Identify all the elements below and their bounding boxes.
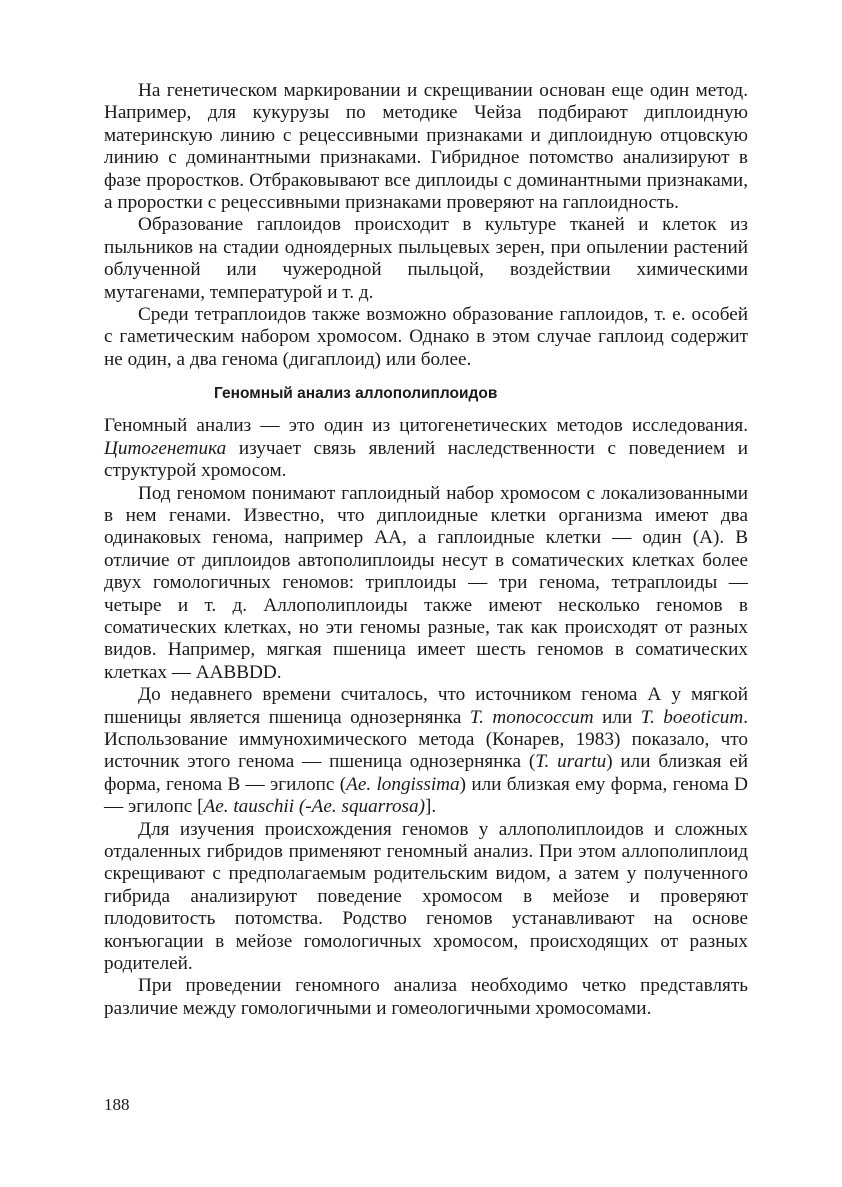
page-number: 188 (104, 1095, 130, 1114)
paragraph-genome-definition: Под геномом понимают гаплоидный набор хромосом с локализованными в нем генами. Известно, что диплоидные клетки организма имеют два одинаковых генома, например АА, а гаплоидные клетки — один (А). В отличие от диплоидов автополиплоиды несут в соматических клетках более двух гомологичных геномов: триплоиды — три генома, тетраплоиды — четыре и т. д. Аллополиплоиды также имеют несколько геномов в соматических клетках, но эти геномы разные, так как происходят от разных видов. Например, мягкая пшеница имеет шесть геномов в соматических клетках — AABBDD. (104, 482, 748, 683)
paragraph-genomic-analysis-definition (104, 415, 748, 482)
section-heading: Геномный анализ аллополиплоидов (214, 385, 498, 403)
paragraph-chase-method: На генетическом маркировании и скрещивании основан еще один метод. Например, для кукурузы по методике Чейза подбирают диплоидную материнскую линию с рецессивными признаками и диплоидную отцовскую линию с доминантными признаками. Гибридное потомство анализируют в фазе проростков. Отбраковывают все диплоиды с доминантными признаками, а проростки с рецессивными признаками проверяют на гаплоидность. (104, 80, 748, 214)
text-run: ]. (425, 796, 437, 818)
species-name: T. boeoticum (640, 706, 744, 728)
species-name: T. monococcum (469, 706, 594, 728)
text-run: . Использование иммунохимического метода (Конарев, 1983) показало, что источник этого генома — пшеница однозернянка ( (104, 706, 748, 773)
spacer (104, 403, 748, 415)
text-run: До недавнего времени считалось, что источником генома А у мягкой пшеницы является пшеница однозернянка (104, 684, 748, 728)
text-run: ) или близкая ей форма, генома В — эгилопс ( (104, 751, 749, 795)
species-name: T. urartu (535, 751, 607, 773)
spacer (104, 371, 748, 385)
species-name: Ae. tauschii (-Ae. squarrosa) (203, 796, 426, 818)
paragraph-genome-origin (104, 684, 748, 818)
text-run: ) или близкая ему форма, генома D — эгилопс [ (104, 773, 748, 818)
paragraph-genomic-analysis-method: Для изучения происхождения геномов у аллополиплоидов и сложных отдаленных гибридов применяют геномный анализ. При этом аллополиплоид скрещивают с предполагаемым родительским видом, а затем у полученного гибрида анализируют поведение хромосом в мейозе и проверяют плодовитость потомства. Родство геномов устанавливают на основе конъюгации в мейозе гомологичных хромосом, происходящих от разных родителей. (104, 818, 748, 975)
text-run: Геномный анализ — это один из цитогенетических методов исследования. (104, 415, 748, 437)
species-name: Ae. longissima (346, 773, 460, 795)
paragraph-haploid-formation: Образование гаплоидов происходит в культуре тканей и клеток из пыльников на стадии одноядерных пыльцевых зерен, при опылении растений облученной или чужеродной пыльцой, воздействии химическими мутагенами, температурой и т. д. (104, 214, 748, 303)
term-cytogenetics: Цитогенетика (104, 437, 227, 459)
text-run: изучает связь явлений наследственности с поведением и структурой хромосом. (104, 437, 748, 482)
page-body (104, 80, 748, 1020)
text-run: или (593, 706, 641, 728)
paragraph-tetraploids: Среди тетраплоидов также возможно образование гаплоидов, т. е. особей с гаметическим набором хромосом. Однако в этом случае гаплоид содержит не один, а два генома (дигаплоид) или более. (104, 304, 748, 370)
paragraph-homologous-homeologous: При проведении геномного анализа необходимо четко представлять различие между гомологичными и гомеологичными хромосомами. (104, 975, 748, 1019)
